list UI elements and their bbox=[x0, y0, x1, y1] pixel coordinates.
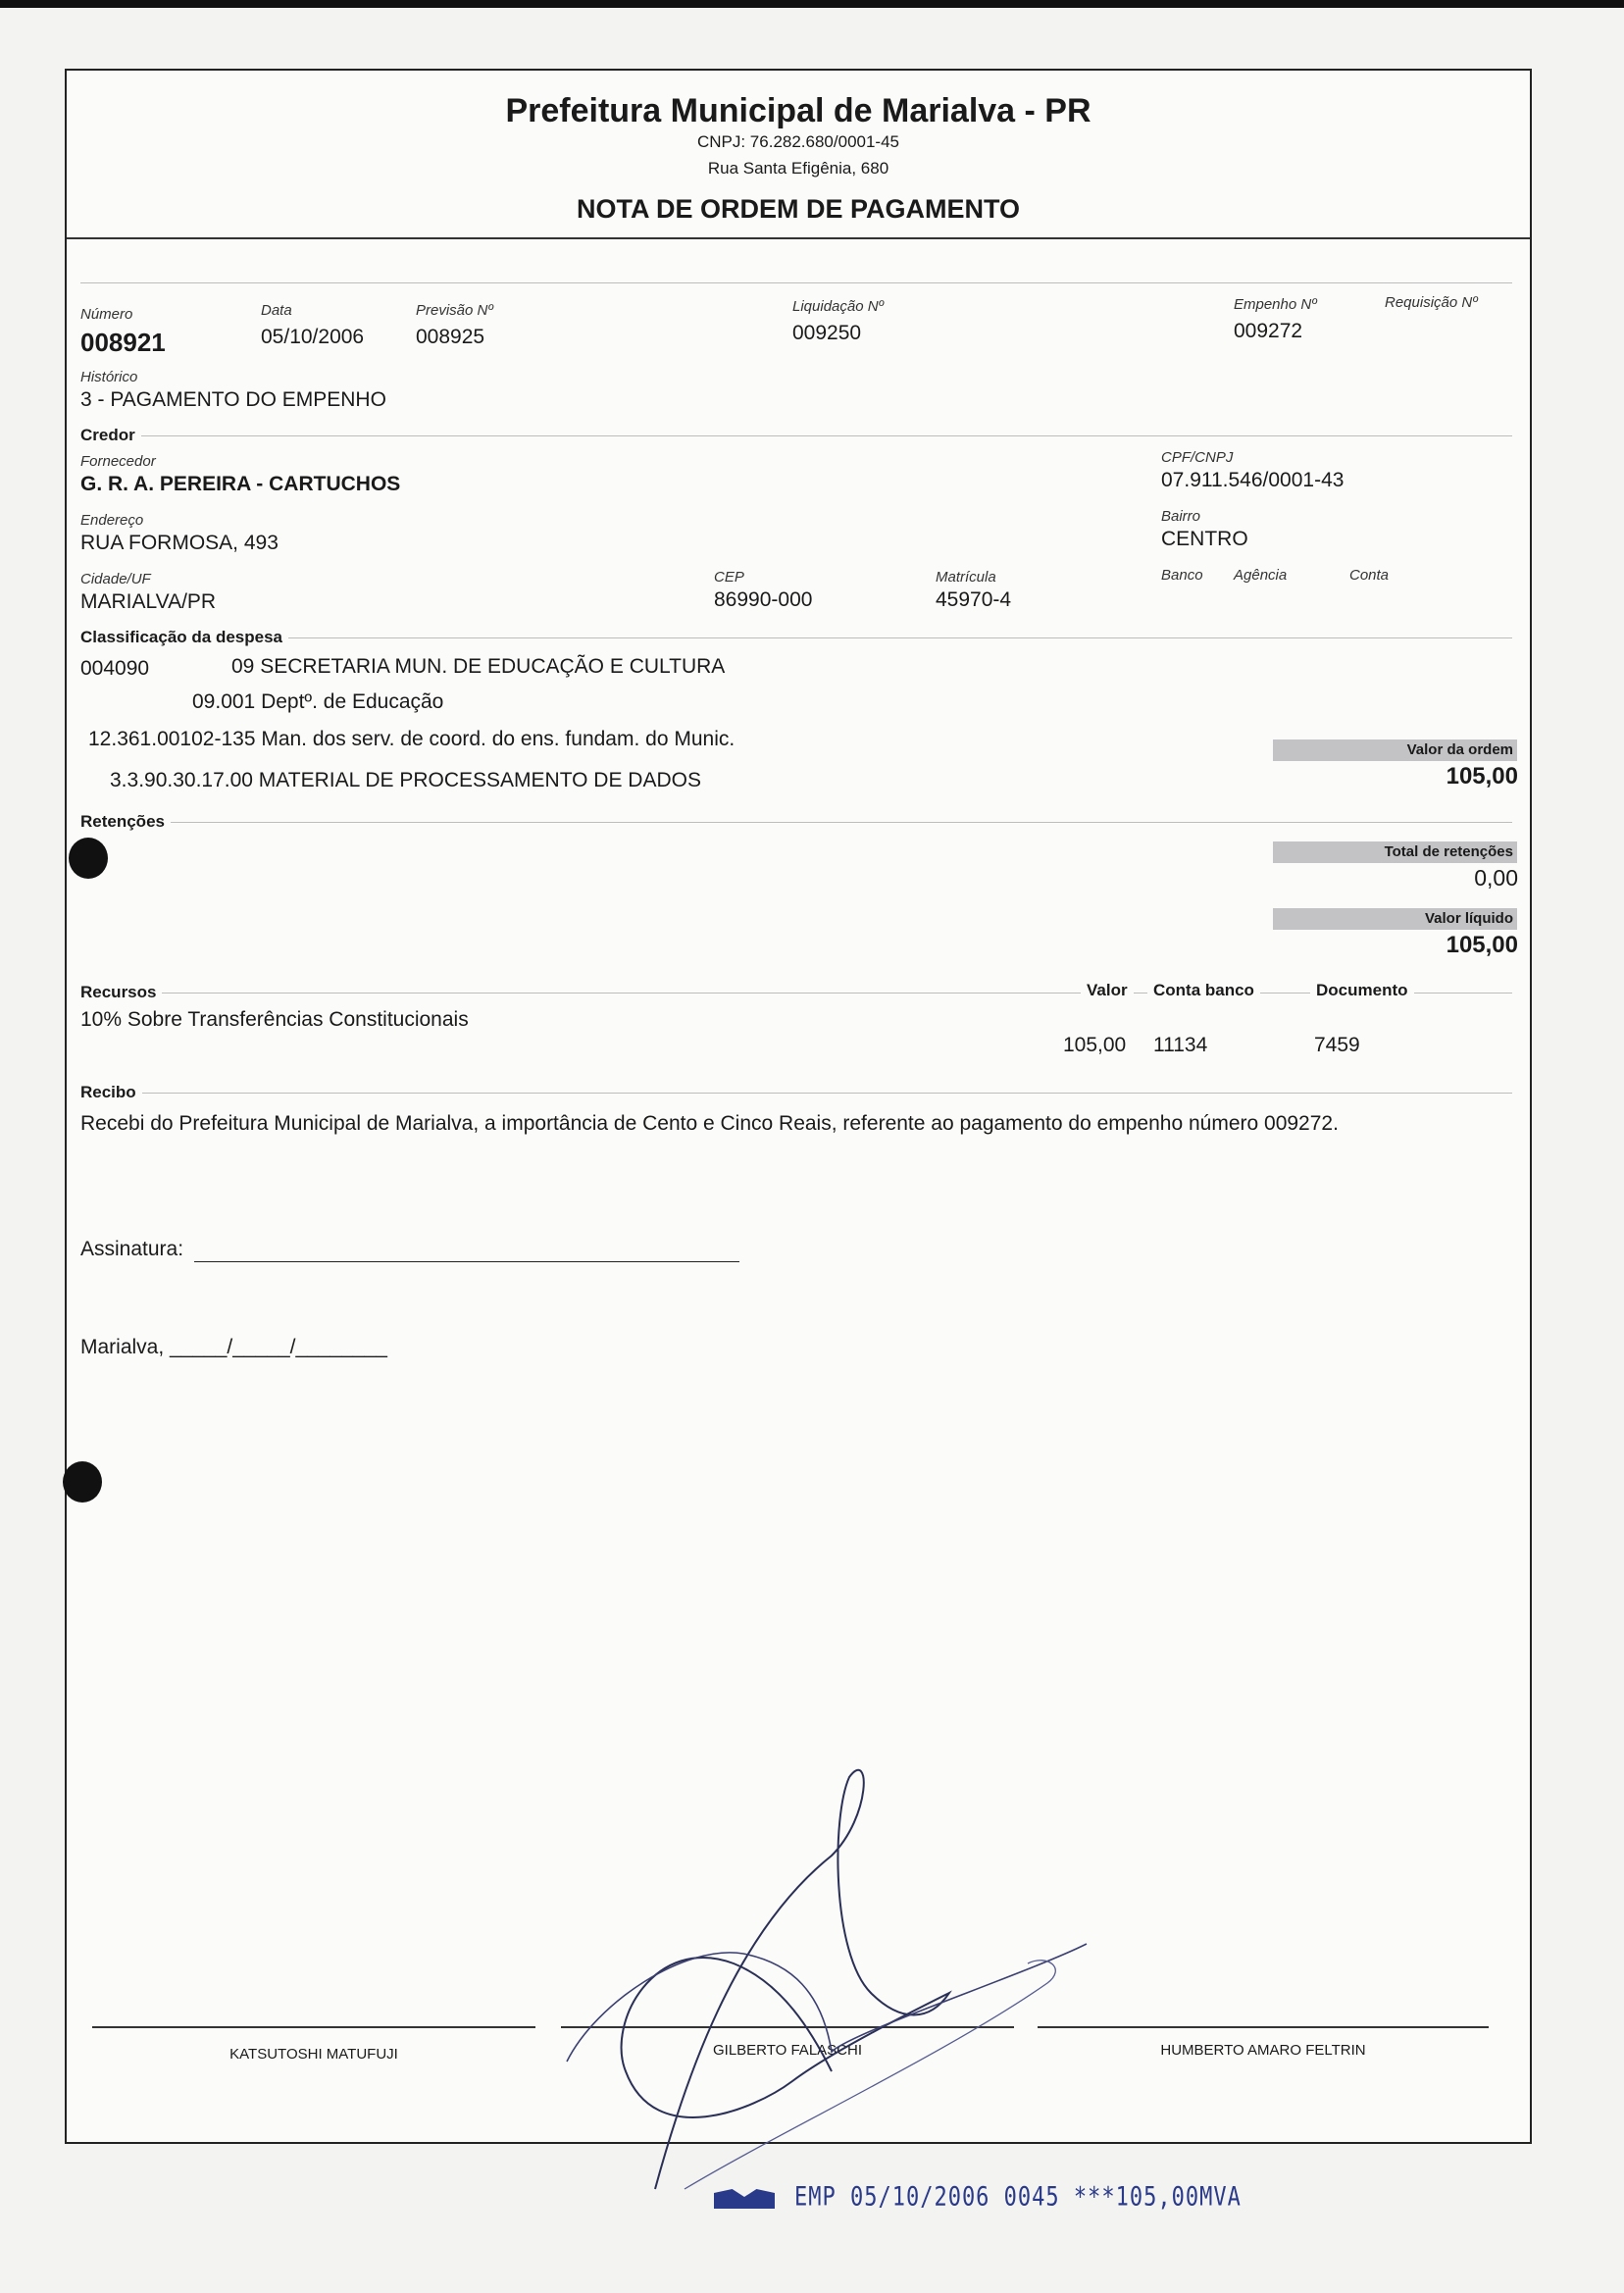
fornecedor-label: Fornecedor bbox=[80, 453, 156, 470]
assinatura-line bbox=[194, 1261, 739, 1262]
recursos-documento-header: Documento bbox=[1310, 981, 1414, 1000]
cnpj-text: CNPJ: 76.282.680/0001-45 bbox=[696, 132, 900, 151]
handwritten-signature bbox=[537, 1758, 1126, 2209]
address-text: Rua Santa Efigênia, 680 bbox=[707, 159, 889, 178]
empenho-label: Empenho Nº bbox=[1234, 296, 1317, 313]
bairro-value: CENTRO bbox=[1161, 528, 1248, 550]
bairro-label: Bairro bbox=[1161, 508, 1201, 525]
numero-label: Número bbox=[80, 306, 133, 323]
cep-label: CEP bbox=[714, 569, 744, 586]
divider bbox=[80, 1093, 1512, 1094]
numero-value: 008921 bbox=[80, 328, 166, 357]
previsao-label: Previsão Nº bbox=[416, 302, 493, 319]
recursos-descricao: 10% Sobre Transferências Constitucionais bbox=[80, 1008, 469, 1031]
recibo-section: Recibo bbox=[80, 1083, 142, 1102]
payment-stamp: EMP 05/10/2006 0045 ***105,00MVA bbox=[794, 2182, 1242, 2213]
signatory-1: KATSUTOSHI MATUFUJI bbox=[229, 2046, 398, 2063]
empenho-value: 009272 bbox=[1234, 320, 1303, 342]
local-date-line: Marialva, _____/_____/________ bbox=[80, 1336, 387, 1358]
historico-value: 3 - PAGAMENTO DO EMPENHO bbox=[80, 388, 386, 411]
cep-value: 86990-000 bbox=[714, 588, 813, 611]
document-frame bbox=[65, 69, 1532, 2144]
punch-hole bbox=[69, 838, 108, 879]
liquidacao-label: Liquidação Nº bbox=[792, 298, 885, 315]
classificacao-code: 004090 bbox=[80, 657, 150, 680]
assinatura-label: Assinatura: bbox=[80, 1238, 184, 1260]
header-divider bbox=[67, 237, 1530, 239]
signatory-2: GILBERTO FALASCHI bbox=[713, 2042, 862, 2059]
cidade-label: Cidade/UF bbox=[80, 571, 151, 587]
valor-liquido-value: 105,00 bbox=[1446, 932, 1518, 958]
signature-line-1 bbox=[92, 2026, 535, 2028]
classificacao-section: Classificação da despesa bbox=[80, 628, 288, 647]
data-label: Data bbox=[261, 302, 292, 319]
cpf-label: CPF/CNPJ bbox=[1161, 449, 1234, 466]
requisicao-label: Requisição Nº bbox=[1385, 294, 1478, 311]
conta-label: Conta bbox=[1349, 567, 1390, 584]
data-value: 05/10/2006 bbox=[261, 326, 365, 348]
divider bbox=[80, 282, 1512, 283]
recibo-text: Recebi do Prefeitura Municipal de Marialva, a importância de Cento e Cinco Reais, referente ao pagamento do empenho número 009272. bbox=[80, 1112, 1339, 1135]
banco-label: Banco bbox=[1161, 567, 1203, 584]
matricula-label: Matrícula bbox=[936, 569, 996, 586]
divider bbox=[80, 822, 1512, 823]
divider bbox=[80, 435, 1512, 436]
divider bbox=[80, 637, 1512, 638]
recursos-section: Recursos bbox=[80, 983, 162, 1002]
classificacao-line2: 09.001 Deptº. de Educação bbox=[192, 690, 444, 713]
recursos-documento: 7459 bbox=[1314, 1034, 1360, 1056]
valor-ordem-value: 105,00 bbox=[1446, 763, 1518, 790]
cidade-value: MARIALVA/PR bbox=[80, 590, 217, 613]
document-title: NOTA DE ORDEM DE PAGAMENTO bbox=[576, 194, 1020, 224]
classificacao-line1: 09 SECRETARIA MUN. DE EDUCAÇÃO E CULTURA bbox=[231, 655, 726, 678]
historico-label: Histórico bbox=[80, 369, 138, 385]
total-retencoes-label: Total de retenções bbox=[1273, 841, 1517, 863]
classificacao-line4: 3.3.90.30.17.00 MATERIAL DE PROCESSAMENTO DE DADOS bbox=[110, 769, 701, 791]
endereco-label: Endereço bbox=[80, 512, 144, 529]
valor-liquido-label: Valor líquido bbox=[1273, 908, 1517, 930]
fornecedor-value: G. R. A. PEREIRA - CARTUCHOS bbox=[80, 473, 401, 495]
page-title: Prefeitura Municipal de Marialva - PR bbox=[505, 92, 1091, 129]
recursos-valor-header: Valor bbox=[1081, 981, 1134, 1000]
recursos-conta: 11134 bbox=[1153, 1034, 1208, 1056]
matricula-value: 45970-4 bbox=[936, 588, 1012, 611]
punch-hole bbox=[63, 1461, 102, 1503]
retencoes-section: Retenções bbox=[80, 812, 171, 832]
total-retencoes-value: 0,00 bbox=[1474, 865, 1518, 891]
agencia-label: Agência bbox=[1234, 567, 1288, 584]
liquidacao-value: 009250 bbox=[792, 322, 862, 344]
signatory-3: HUMBERTO AMARO FELTRIN bbox=[1160, 2042, 1366, 2059]
recursos-valor: 105,00 bbox=[1063, 1034, 1127, 1056]
recursos-conta-header: Conta banco bbox=[1147, 981, 1260, 1000]
endereco-value: RUA FORMOSA, 493 bbox=[80, 532, 279, 554]
divider bbox=[80, 993, 1512, 994]
classificacao-line3: 12.361.00102-135 Man. dos serv. de coord. do ens. fundam. do Munic. bbox=[88, 728, 736, 750]
previsao-value: 008925 bbox=[416, 326, 485, 348]
valor-ordem-label: Valor da ordem bbox=[1273, 739, 1517, 761]
scan-edge bbox=[0, 0, 1624, 8]
cpf-value: 07.911.546/0001-43 bbox=[1161, 469, 1345, 491]
credor-section: Credor bbox=[80, 426, 141, 445]
